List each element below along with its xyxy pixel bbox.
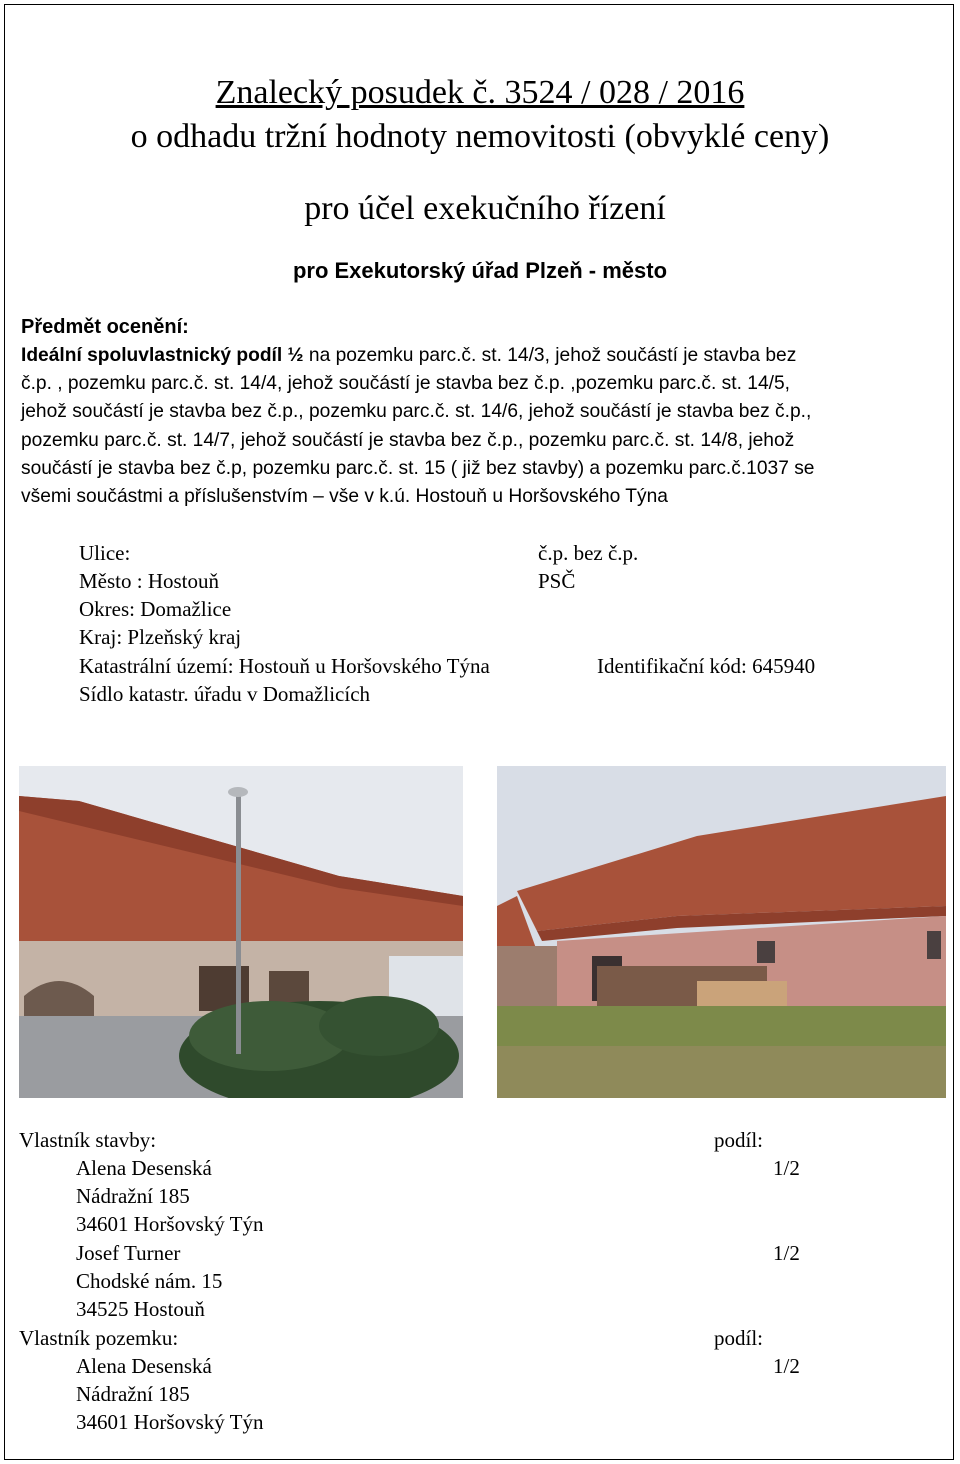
address-id-code: Identifikační kód: 645940	[597, 654, 816, 678]
land-owner-name: Alena Desenská	[76, 1354, 212, 1378]
address-house-number: č.p. bez č.p.	[538, 541, 639, 565]
owner-share: 1/2	[773, 1156, 800, 1180]
share-label: podíl:	[714, 1128, 764, 1152]
land-share-label: podíl:	[714, 1326, 764, 1350]
subject-line4: pozemku parc.č. st. 14/7, jehož součástí je stavba bez č.p., pozemku parc.č. st. 14/8, jehož	[21, 429, 795, 451]
subject-line3: jehož součástí je stavba bez č.p., pozemku parc.č. st. 14/6, jehož součástí je stavba bez č.p.,	[21, 401, 812, 423]
owner-share: 1/2	[773, 1241, 800, 1265]
subject-description	[21, 342, 941, 511]
address-street: Ulice:	[79, 541, 131, 565]
photo-building-left	[19, 766, 463, 1098]
address-district: Okres: Domažlice	[79, 597, 232, 621]
address-city: Město : Hostouň	[79, 569, 220, 593]
subject-line6: všemi součástmi a příslušenstvím – vše v k.ú. Hostouň u Horšovského Týna	[21, 486, 668, 508]
owner-name: Josef Turner	[76, 1241, 181, 1265]
owner-city: 34525 Hostouň	[76, 1297, 205, 1321]
address-zip: PSČ	[538, 569, 576, 593]
report-client: pro Exekutorský úřad Plzeň - město	[292, 258, 668, 283]
subject-bold-intro: Ideální spoluvlastnický podíl ½	[21, 345, 304, 366]
owner-name: Alena Desenská	[76, 1156, 212, 1180]
land-owner-label: Vlastník pozemku:	[19, 1326, 179, 1350]
land-owner-city: 34601 Horšovský Týn	[76, 1410, 264, 1434]
building-owner-label: Vlastník stavby:	[19, 1128, 157, 1152]
subject-line2: č.p. , pozemku parc.č. st. 14/4, jehož součástí je stavba bez č.p. ,pozemku parc.č. st. 14/5,	[21, 373, 790, 395]
address-region: Kraj: Plzeňský kraj	[79, 625, 242, 649]
report-purpose: pro účel exekučního řízení	[304, 190, 666, 227]
report-subtitle: o odhadu tržní hodnoty nemovitosti (obvyklé ceny)	[130, 118, 830, 155]
owner-city: 34601 Horšovský Týn	[76, 1212, 264, 1236]
photo-building-right	[497, 766, 946, 1098]
owner-street: Chodské nám. 15	[76, 1269, 223, 1293]
owner-street: Nádražní 185	[76, 1184, 190, 1208]
report-title: Znalecký posudek č. 3524 / 028 / 2016	[215, 74, 745, 111]
land-owner-share: 1/2	[773, 1354, 800, 1378]
subject-line1: na pozemku parc.č. st. 14/3, jehož součástí je stavba bez	[303, 345, 797, 366]
subject-label: Předmět ocenění:	[21, 316, 189, 338]
address-cadastre: Katastrální území: Hostouň u Horšovského Týna	[79, 654, 490, 678]
subject-line5: součástí je stavba bez č.p, pozemku parc.č. st. 15 ( již bez stavby) a pozemku parc.č.1037 se	[21, 457, 815, 479]
address-office: Sídlo katastr. úřadu v Domažlicích	[79, 682, 371, 706]
land-owner-street: Nádražní 185	[76, 1382, 190, 1406]
